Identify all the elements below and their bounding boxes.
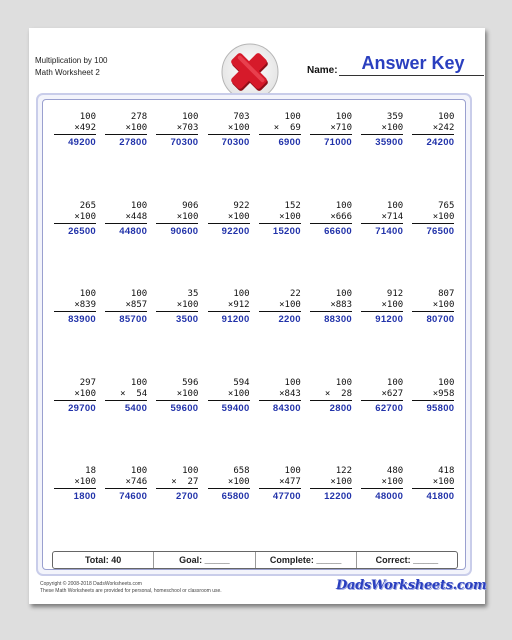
problem-5-2 — [105, 466, 147, 502]
answer: 70300 — [170, 137, 199, 148]
answer: 24200 — [426, 137, 455, 148]
problem-1-8 — [412, 112, 454, 148]
multiplicand: 100 — [284, 377, 301, 388]
multiplicand: 100 — [130, 377, 148, 388]
answer-rule — [54, 223, 96, 224]
answer: 6900 — [278, 137, 301, 148]
problem-5-5 — [259, 466, 301, 502]
answer-rule — [208, 311, 250, 312]
answer-rule — [361, 134, 403, 135]
multiplicand: 100 — [335, 377, 352, 388]
multiplier: ×666 — [330, 211, 352, 222]
usage-line: These Math Worksheets are provided for personal, homeschool or classroom use. — [40, 588, 222, 594]
answer-rule — [310, 488, 352, 489]
multiplicand: 100 — [284, 466, 301, 476]
score-footer — [52, 551, 458, 569]
problem-5-1 — [54, 466, 96, 502]
multiplier: ×100 — [432, 211, 455, 222]
answer-rule — [54, 311, 96, 312]
multiplier: ×100 — [279, 211, 301, 222]
multiplicand: 658 — [233, 466, 250, 476]
multiplicand: 807 — [438, 289, 455, 299]
answer-rule — [156, 223, 198, 224]
multiplier: ×746 — [125, 477, 148, 487]
answer-rule — [310, 311, 352, 312]
answer-rule — [156, 488, 198, 489]
multiplicand: 912 — [386, 289, 404, 299]
answer: 59400 — [221, 402, 250, 414]
answer-rule — [208, 223, 250, 224]
problem-1-3 — [156, 112, 198, 148]
multiplier: × 27 — [171, 477, 199, 487]
answer: 95800 — [426, 402, 455, 414]
problem-3-5 — [259, 289, 301, 325]
multiplicand: 906 — [182, 200, 199, 211]
answer: 74600 — [119, 491, 148, 502]
multiplier: ×100 — [432, 477, 455, 487]
answer-rule — [105, 134, 147, 135]
answer: 80700 — [426, 314, 455, 325]
problem-3-6 — [310, 289, 352, 325]
problem-5-6 — [310, 466, 352, 502]
goal-field: Goal: _____ — [154, 552, 255, 568]
multiplicand: 100 — [335, 289, 352, 299]
multiplier: ×100 — [227, 211, 250, 222]
multiplier: ×839 — [74, 300, 96, 310]
answer-rule — [54, 134, 96, 135]
answer-rule — [259, 311, 301, 312]
multiplicand: 100 — [130, 289, 148, 299]
answer: 92200 — [221, 225, 250, 237]
answer: 12200 — [324, 491, 352, 502]
problem-4-3 — [156, 378, 198, 414]
problem-1-7 — [361, 112, 403, 148]
multiplier: ×100 — [125, 123, 148, 133]
multiplier: ×714 — [381, 211, 404, 222]
answer: 85700 — [119, 314, 148, 325]
answer: 66600 — [324, 225, 352, 237]
multiplier: ×477 — [279, 477, 301, 487]
multiplier: ×912 — [227, 300, 250, 310]
answer-rule — [208, 400, 250, 401]
answer: 71400 — [375, 225, 404, 237]
multiplier: ×448 — [125, 211, 148, 222]
problem-2-7 — [361, 201, 403, 237]
multiplier: ×100 — [176, 211, 199, 222]
answer-rule — [310, 400, 352, 401]
multiplier: ×710 — [330, 123, 352, 133]
answer-rule — [412, 223, 454, 224]
brand-logo: DadsWorksheets.com — [336, 578, 487, 593]
copyright-line: Copyright © 2008-2018 DadsWorksheets.com — [40, 581, 142, 587]
answer-rule — [54, 488, 96, 489]
multiplier: ×627 — [381, 388, 404, 399]
problem-3-4 — [208, 289, 250, 325]
problem-1-4 — [208, 112, 250, 148]
multiplier: ×703 — [176, 123, 199, 133]
worksheet-title: Multiplication by 100 — [35, 56, 108, 65]
answer: 15200 — [272, 225, 301, 237]
multiplier: ×857 — [125, 300, 148, 310]
multiplier: ×100 — [74, 477, 96, 487]
answer: 91200 — [221, 314, 250, 325]
multiplicand: 100 — [438, 112, 455, 122]
answer: 5400 — [124, 402, 148, 414]
answer: 27800 — [119, 137, 148, 148]
multiplier: ×100 — [227, 123, 250, 133]
answer: 2200 — [278, 314, 301, 325]
answer: 2800 — [329, 402, 352, 414]
complete-field: Complete: _____ — [256, 552, 357, 568]
multiplier: ×100 — [176, 388, 199, 399]
answer: 62700 — [375, 402, 404, 414]
problem-2-8 — [412, 201, 454, 237]
multiplicand: 100 — [233, 289, 250, 299]
multiplicand: 100 — [386, 377, 404, 388]
multiplier: × 69 — [273, 123, 301, 133]
answer: 83900 — [68, 314, 96, 325]
answer: 3500 — [176, 314, 199, 325]
answer-rule — [361, 400, 403, 401]
multiplicand: 265 — [79, 200, 96, 211]
answer: 48000 — [375, 491, 404, 502]
problem-1-1 — [54, 112, 96, 148]
problem-3-2 — [105, 289, 147, 325]
answer: 91200 — [375, 314, 404, 325]
answer-rule — [412, 311, 454, 312]
multiplicand: 297 — [79, 377, 96, 388]
multiplier: ×100 — [227, 388, 250, 399]
answer: 41800 — [426, 491, 455, 502]
multiplier: ×100 — [432, 300, 455, 310]
answer: 47700 — [272, 491, 301, 502]
problem-1-6 — [310, 112, 352, 148]
answer-rule — [105, 311, 147, 312]
answer-rule — [361, 223, 403, 224]
answer: 44800 — [119, 225, 148, 237]
multiplicand: 922 — [233, 200, 250, 211]
answer: 65800 — [221, 491, 250, 502]
answer-rule — [259, 400, 301, 401]
multiplier: ×242 — [432, 123, 455, 133]
answer: 84300 — [272, 402, 301, 414]
answer-rule — [105, 400, 147, 401]
multiplicand: 418 — [438, 466, 455, 476]
total-count: Total: 40 — [53, 552, 154, 568]
multiplier: ×100 — [279, 300, 301, 310]
problem-5-7 — [361, 466, 403, 502]
problem-2-6 — [310, 201, 352, 237]
name-underline — [339, 75, 484, 76]
multiplier: ×100 — [227, 477, 250, 487]
multiplicand: 152 — [284, 200, 301, 211]
answer-rule — [361, 488, 403, 489]
multiplier: ×100 — [176, 300, 199, 310]
multiplier: ×100 — [330, 477, 352, 487]
name-field — [307, 55, 485, 77]
worksheet-subtitle: Math Worksheet 2 — [35, 68, 100, 77]
answer: 35900 — [375, 137, 404, 148]
multiplicand: 122 — [335, 466, 352, 476]
problem-5-8 — [412, 466, 454, 502]
answer: 59600 — [170, 402, 199, 414]
multiplicand: 100 — [130, 466, 148, 476]
multiplier: ×100 — [74, 388, 96, 399]
multiplicand: 100 — [335, 112, 352, 122]
multiplicand: 100 — [79, 289, 96, 299]
multiplier: ×100 — [74, 211, 96, 222]
multiplier: × 28 — [324, 388, 352, 399]
answer-rule — [156, 134, 198, 135]
problem-4-7 — [361, 378, 403, 414]
problem-3-3 — [156, 289, 198, 325]
multiplier: ×100 — [381, 123, 404, 133]
answer: 29700 — [68, 402, 96, 414]
problem-2-3 — [156, 201, 198, 237]
multiplier: ×100 — [381, 477, 404, 487]
problem-1-2 — [105, 112, 147, 148]
answer-rule — [310, 134, 352, 135]
multiplicand: 100 — [438, 377, 455, 388]
problem-2-4 — [208, 201, 250, 237]
correct-field: Correct: _____ — [375, 555, 439, 565]
multiplicand: 35 — [187, 289, 199, 299]
problem-4-8 — [412, 378, 454, 414]
answer-rule — [412, 488, 454, 489]
multiplicand: 480 — [386, 466, 404, 476]
problem-5-3 — [156, 466, 198, 502]
multiplier: × 54 — [120, 388, 148, 399]
problem-4-5 — [259, 378, 301, 414]
answer: 70300 — [221, 137, 250, 148]
answer-key-label: Answer Key — [361, 53, 465, 73]
multiplicand: 100 — [335, 200, 352, 211]
multiplier: ×958 — [432, 388, 455, 399]
multiplicand: 100 — [284, 112, 301, 122]
multiplicand: 22 — [289, 289, 301, 299]
answer-rule — [361, 311, 403, 312]
answer-rule — [310, 223, 352, 224]
answer-rule — [105, 488, 147, 489]
multiplicand: 594 — [233, 377, 250, 388]
problem-4-1 — [54, 378, 96, 414]
answer: 1800 — [73, 491, 96, 502]
answer-rule — [259, 134, 301, 135]
problem-4-6 — [310, 378, 352, 414]
answer-rule — [105, 223, 147, 224]
answer: 26500 — [68, 225, 96, 237]
answer-rule — [259, 223, 301, 224]
multiplicand: 100 — [182, 112, 199, 122]
copyright-notice — [40, 581, 222, 595]
problem-5-4 — [208, 466, 250, 502]
multiplicand: 359 — [386, 112, 404, 122]
problem-3-1 — [54, 289, 96, 325]
multiplier: ×492 — [74, 123, 96, 133]
multiplicand: 596 — [182, 377, 199, 388]
problem-1-5 — [259, 112, 301, 148]
problem-3-7 — [361, 289, 403, 325]
answer-rule — [208, 488, 250, 489]
answer: 71000 — [324, 137, 352, 148]
problem-2-2 — [105, 201, 147, 237]
answer-rule — [54, 400, 96, 401]
name-label: Name: — [307, 65, 338, 76]
problem-2-1 — [54, 201, 96, 237]
multiplier: ×883 — [330, 300, 352, 310]
problem-4-2 — [105, 378, 147, 414]
multiplicand: 765 — [438, 200, 455, 211]
multiplier: ×843 — [279, 388, 301, 399]
multiplicand: 703 — [233, 112, 250, 122]
answer-rule — [156, 400, 198, 401]
answer-rule — [208, 134, 250, 135]
answer: 49200 — [68, 137, 96, 148]
multiplicand: 278 — [130, 112, 148, 122]
multiplicand: 100 — [182, 466, 199, 476]
answer-rule — [412, 134, 454, 135]
answer: 2700 — [176, 491, 199, 502]
problem-2-5 — [259, 201, 301, 237]
answer: 76500 — [426, 225, 455, 237]
answer: 90600 — [170, 225, 199, 237]
answer-rule — [412, 400, 454, 401]
answer: 88300 — [324, 314, 352, 325]
multiplier: ×100 — [381, 300, 404, 310]
problem-3-8 — [412, 289, 454, 325]
multiplicand: 100 — [130, 200, 148, 211]
answer-rule — [259, 488, 301, 489]
multiplicand: 100 — [79, 112, 96, 122]
multiplicand: 100 — [386, 200, 404, 211]
answer-rule — [156, 311, 198, 312]
multiplicand: 18 — [85, 466, 96, 476]
problem-4-4 — [208, 378, 250, 414]
